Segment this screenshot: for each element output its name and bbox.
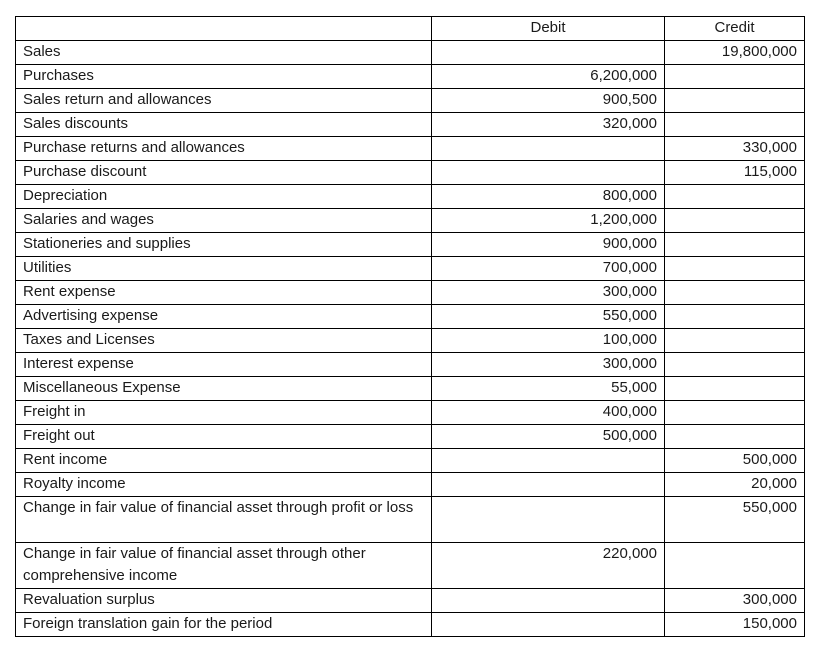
table-row (16, 41, 805, 65)
debit-amount (432, 473, 665, 497)
credit-amount: 330,000 (665, 137, 805, 161)
credit-amount: 150,000 (665, 613, 805, 637)
account-name: Advertising expense (16, 305, 432, 329)
credit-amount: 550,000 (665, 497, 805, 543)
account-name: Salaries and wages (16, 209, 432, 233)
credit-amount: 300,000 (665, 589, 805, 613)
credit-amount (665, 543, 805, 589)
table-row (16, 473, 805, 497)
account-name: Purchase discount (16, 161, 432, 185)
credit-amount: 115,000 (665, 161, 805, 185)
table-row (16, 209, 805, 233)
debit-amount: 700,000 (432, 257, 665, 281)
debit-amount: 100,000 (432, 329, 665, 353)
account-name: Rent income (16, 449, 432, 473)
debit-amount: 500,000 (432, 425, 665, 449)
debit-amount: 300,000 (432, 353, 665, 377)
credit-amount (665, 185, 805, 209)
table-row (16, 185, 805, 209)
credit-amount (665, 401, 805, 425)
table-row (16, 613, 805, 637)
table-row (16, 281, 805, 305)
account-name: Sales discounts (16, 113, 432, 137)
account-name: Utilities (16, 257, 432, 281)
credit-amount (665, 89, 805, 113)
account-name: Change in fair value of financial asset through profit or loss (16, 497, 432, 543)
debit-amount: 300,000 (432, 281, 665, 305)
account-name: Freight in (16, 401, 432, 425)
debit-amount: 55,000 (432, 377, 665, 401)
credit-amount (665, 305, 805, 329)
account-name: Royalty income (16, 473, 432, 497)
trial-balance-table (15, 16, 805, 637)
table-row (16, 161, 805, 185)
table-row (16, 497, 805, 543)
table-row (16, 137, 805, 161)
account-name: Purchase returns and allowances (16, 137, 432, 161)
debit-amount: 220,000 (432, 543, 665, 589)
table-row (16, 377, 805, 401)
table-row (16, 589, 805, 613)
table-row (16, 233, 805, 257)
table-row (16, 89, 805, 113)
credit-amount (665, 257, 805, 281)
table-row (16, 257, 805, 281)
account-name: Miscellaneous Expense (16, 377, 432, 401)
account-name: Sales (16, 41, 432, 65)
account-name: Foreign translation gain for the period (16, 613, 432, 637)
debit-amount: 320,000 (432, 113, 665, 137)
debit-header: Debit (432, 17, 665, 41)
account-name: Change in fair value of financial asset through other comprehensive income (16, 543, 432, 589)
account-name: Stationeries and supplies (16, 233, 432, 257)
debit-amount: 800,000 (432, 185, 665, 209)
debit-amount: 900,500 (432, 89, 665, 113)
debit-amount: 550,000 (432, 305, 665, 329)
account-name: Sales return and allowances (16, 89, 432, 113)
account-name: Taxes and Licenses (16, 329, 432, 353)
debit-amount: 400,000 (432, 401, 665, 425)
credit-header: Credit (665, 17, 805, 41)
credit-amount (665, 65, 805, 89)
account-name: Rent expense (16, 281, 432, 305)
header-row (16, 17, 805, 41)
table-row (16, 425, 805, 449)
credit-amount (665, 233, 805, 257)
table-row (16, 305, 805, 329)
table-row (16, 401, 805, 425)
credit-amount: 500,000 (665, 449, 805, 473)
credit-amount (665, 377, 805, 401)
credit-amount (665, 329, 805, 353)
debit-amount: 6,200,000 (432, 65, 665, 89)
credit-amount (665, 209, 805, 233)
table-row (16, 113, 805, 137)
account-name: Freight out (16, 425, 432, 449)
debit-amount (432, 137, 665, 161)
credit-amount (665, 425, 805, 449)
account-name: Interest expense (16, 353, 432, 377)
debit-amount (432, 449, 665, 473)
account-name: Purchases (16, 65, 432, 89)
debit-amount (432, 589, 665, 613)
credit-amount: 19,800,000 (665, 41, 805, 65)
account-name: Depreciation (16, 185, 432, 209)
table-row (16, 543, 805, 589)
table-row (16, 449, 805, 473)
credit-amount (665, 353, 805, 377)
table-row (16, 65, 805, 89)
credit-amount: 20,000 (665, 473, 805, 497)
debit-amount (432, 613, 665, 637)
account-name: Revaluation surplus (16, 589, 432, 613)
table-row (16, 329, 805, 353)
account-header (16, 17, 432, 41)
debit-amount (432, 497, 665, 543)
table-row (16, 353, 805, 377)
debit-amount (432, 161, 665, 185)
debit-amount: 1,200,000 (432, 209, 665, 233)
debit-amount: 900,000 (432, 233, 665, 257)
debit-amount (432, 41, 665, 65)
credit-amount (665, 113, 805, 137)
credit-amount (665, 281, 805, 305)
